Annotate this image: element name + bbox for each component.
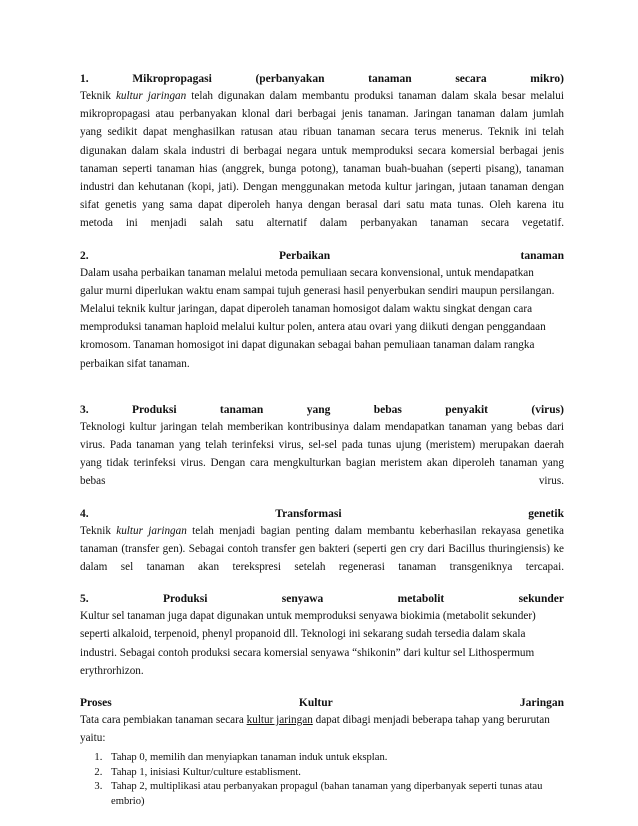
section-paragraph: Kultur sel tanaman juga dapat digunakan untuk memproduksi senyawa biokimia (metabolit sekunder) seperti alkaloid, terpenoid, phenyl propanoid dll. Teknologi ini sekarang sudah tersedia dalam skala industri. Sebagai contoh produksi secara komersial senyawa “shikonin” dari kultur sel Lithospermum erythrorhizon.	[80, 610, 536, 677]
section-transformasi-genetik	[80, 507, 564, 577]
list-item: 3. Tahap 2, multiplikasi atau perbanyakan propagul (bahan tanaman yang diperbanyak seperti tunas atau embrio)	[105, 780, 564, 809]
section-heading: 1. Mikropropagasi (perbanyakan tanaman secara mikro)	[80, 73, 564, 85]
section-heading: 2. Perbaikan tanaman	[80, 249, 564, 262]
list-item: 2. Tahap 1, inisiasi Kultur/culture establisment.	[105, 766, 564, 781]
section-heading: 3. Produksi tanaman yang bebas penyakit (virus)	[80, 403, 564, 416]
underlined-term: kultur jaringan	[246, 714, 313, 727]
list-item: 1. Tahap 0, memilih dan menyiapkan tanaman induk untuk eksplan.	[105, 751, 564, 766]
section-paragraph: Teknologi kultur jaringan telah memberikan kontribusinya dalam mendapatkan tanaman yang bebas dari virus. Pada tanaman yang telah terinfeksi virus, sel-sel pada tunas ujung (meristem) merupakan daerah yang tidak terinfeksi virus. Dengan cara mengkulturkan bagian meristem akan diperoleh tanaman yang bebas virus.	[80, 420, 564, 488]
section-heading: Proses Kultur Jaringan	[80, 697, 564, 710]
section-proses-kultur-jaringan	[80, 696, 564, 809]
section-metabolit-sekunder	[80, 592, 564, 680]
section-bebas-penyakit	[80, 403, 564, 491]
section-heading: 5. Produksi senyawa metabolit sekunder	[80, 593, 564, 606]
section-paragraph: Teknik kultur jaringan telah menjadi bagian penting dalam membantu keberhasilan rekayasa genetika tanaman (transfer gen). Sebagai contoh transfer gen bakteri (seperti gen cry dari Bacillus thuringiensis) ke dalam sel tanaman akan terekspresi setelah regenerasi tanaman transgeniknya tercapai.	[80, 524, 564, 574]
section-paragraph: Tata cara pembiakan tanaman secara kultur jaringan dapat dibagi menjadi beberapa tahap yang berurutan yaitu:	[80, 714, 550, 745]
section-heading: 4. Transformasi genetik	[80, 507, 564, 520]
steps-list	[80, 751, 564, 809]
section-perbaikan-tanaman	[80, 249, 564, 373]
section-paragraph: Teknik kultur jaringan telah digunakan dalam membantu produksi tanaman dalam skala besar melalui mikropropagasi atau perbanyakan klonal dari berbagai jenis tanaman. Jaringan tanaman dalam jumlah yang sedikit dapat menghasilkan ratusan atau ribuan tanaman secara terus menerus. Teknik ini telah digunakan dalam skala industri di berbagai negara untuk memproduksi secara komersial berbagai jenis tanaman seperti tanaman hias (anggrek, bunga potong), tanaman buah-buahan (seperti pisang), tanaman industri dan kehutanan (kopi, jati). Dengan menggunakan metoda kultur jaringan, jutaan tanaman dengan sifat genetis yang sama dapat diperoleh hanya dengan berasal dari satu mata tunas. Oleh karena itu metoda ini menjadi salah satu alternatif dalam perbanyakan tanaman secara vegetatif.	[80, 90, 564, 230]
section-paragraph: Dalam usaha perbaikan tanaman melalui metoda pemuliaan secara konvensional, untuk mendapatkan galur murni diperlukan waktu enam sampai tujuh generasi hasil penyerbukan sendiri maupun persilangan. Melalui teknik kultur jaringan, dapat diperoleh tanaman homosigot dalam waktu singkat dengan cara memproduksi tanaman haploid melalui kultur polen, antera atau ovari yang diikuti dengan penggandaan kromosom. Tanaman homosigot ini dapat digunakan sebagai bahan pemuliaan tanaman dalam rangka perbaikan sifat tanaman.	[80, 266, 555, 370]
section-mikropropagasi	[80, 72, 564, 233]
